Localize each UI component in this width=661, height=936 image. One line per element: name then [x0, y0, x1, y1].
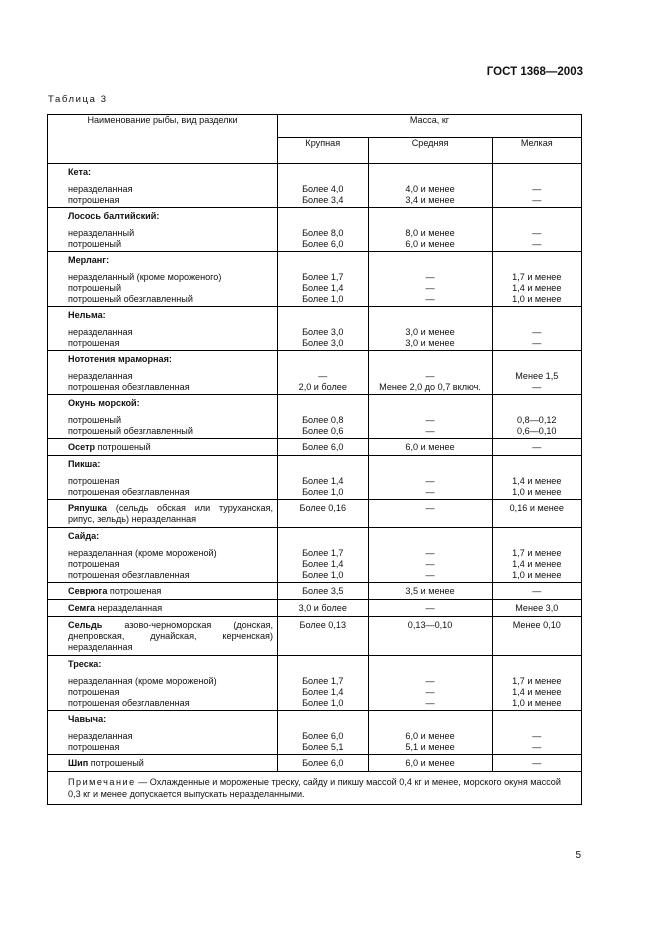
cut-type: потрошеный [68, 239, 122, 249]
mass-large-value: Более 1,4 [302, 476, 344, 486]
cut-type: потрошеная [68, 559, 120, 569]
mass-small-value: 1,0 и менее [512, 294, 562, 304]
mass-small-cell [492, 307, 581, 351]
mass-large-cell: Более 3,5 [278, 583, 369, 600]
mass-large-value: Более 1,7 [302, 272, 344, 282]
mass-medium-cell [368, 307, 492, 351]
mass-large-cell: Более 6,0 [278, 755, 369, 772]
table-row [48, 307, 582, 351]
mass-medium-cell [368, 528, 492, 583]
mass-medium-value: 6,0 и менее [405, 239, 455, 249]
column-header-large: Крупная [278, 138, 369, 164]
mass-small-cell: — [492, 439, 581, 456]
cut-type: потрошеный обезглавленный [68, 426, 193, 436]
mass-small-value: — [532, 228, 542, 238]
table-row [48, 351, 582, 395]
mass-medium-value: — [425, 559, 435, 569]
mass-medium-value: — [425, 476, 435, 486]
mass-large-value: Более 1,7 [302, 676, 344, 686]
mass-small-cell [492, 656, 581, 711]
cut-type: потрошеная обезглавленная [68, 570, 190, 580]
species-name: Севрюга [68, 586, 108, 596]
mass-large-value: Более 6,0 [302, 731, 344, 741]
mass-small-value: — [532, 731, 542, 741]
mass-large-cell [278, 307, 369, 351]
mass-small-cell [492, 252, 581, 307]
mass-large-value: Более 1,4 [302, 559, 344, 569]
mass-medium-value: — [425, 371, 435, 381]
mass-medium-value: 3,0 и менее [405, 327, 455, 337]
cut-type: азово-черноморская (донская, днепровская, дунайская, керченская) неразделанная [68, 620, 273, 652]
mass-medium-cell: 0,13—0,10 [368, 617, 492, 656]
species-name-cell [48, 208, 278, 252]
mass-small-value: — [532, 338, 542, 348]
mass-large-value: Более 1,0 [302, 570, 344, 580]
cut-type: потрошеный обезглавленный [68, 294, 193, 304]
mass-medium-value: 8,0 и менее [405, 228, 455, 238]
cut-type: потрошеная обезглавленная [68, 487, 190, 497]
cut-type: потрошеная [68, 338, 120, 348]
mass-small-cell: — [492, 755, 581, 772]
mass-large-value: Более 0,6 [302, 426, 344, 436]
mass-small-value: 1,0 и менее [512, 698, 562, 708]
table-row [48, 500, 582, 528]
mass-medium-value: — [425, 283, 435, 293]
note-label: Примечание [68, 777, 136, 787]
cut-type: неразделанная (кроме мороженой) [68, 548, 217, 558]
table-note [48, 772, 582, 805]
mass-small-cell: 0,16 и менее [492, 500, 581, 528]
mass-small-value: — [532, 382, 542, 392]
mass-large-value: Более 0,8 [302, 415, 344, 425]
mass-large-value: Более 6,0 [302, 239, 344, 249]
cut-type: потрошеная [107, 586, 162, 596]
species-name-cell [48, 456, 278, 500]
mass-medium-value: — [425, 676, 435, 686]
mass-large-cell [278, 164, 369, 208]
mass-large-cell [278, 528, 369, 583]
mass-large-cell [278, 656, 369, 711]
mass-small-value: — [532, 327, 542, 337]
table-row [48, 528, 582, 583]
mass-small-value: 1,7 и менее [512, 676, 562, 686]
mass-medium-cell [368, 252, 492, 307]
table-row [48, 617, 582, 656]
mass-medium-value: — [425, 426, 435, 436]
mass-small-value: — [532, 184, 542, 194]
species-title: Окунь морской: [68, 398, 140, 408]
mass-small-value: 1,0 и менее [512, 570, 562, 580]
mass-large-cell [278, 252, 369, 307]
mass-small-cell [492, 351, 581, 395]
mass-medium-value: — [425, 548, 435, 558]
mass-large-value: — [318, 371, 328, 381]
table-row [48, 208, 582, 252]
mass-medium-value: 3,0 и менее [405, 338, 455, 348]
species-name-cell [48, 395, 278, 439]
mass-large-value: Более 1,0 [302, 487, 344, 497]
mass-small-value: 0,8—0,12 [517, 415, 557, 425]
mass-medium-value: Менее 2,0 до 0,7 включ. [379, 382, 481, 392]
cut-type: неразделанная [68, 731, 133, 741]
species-title: Пикша: [68, 459, 101, 469]
species-title: Сайда: [68, 531, 100, 541]
mass-large-cell: Более 6,0 [278, 439, 369, 456]
mass-medium-cell: — [368, 600, 492, 617]
mass-large-cell [278, 456, 369, 500]
mass-small-value: 1,0 и менее [512, 487, 562, 497]
species-name-cell [48, 583, 278, 600]
mass-medium-cell [368, 656, 492, 711]
column-header-medium: Средняя [368, 138, 492, 164]
mass-medium-value: — [425, 415, 435, 425]
mass-large-value: Более 3,0 [302, 338, 344, 348]
table-row [48, 252, 582, 307]
cut-type: потрошеная [68, 742, 120, 752]
species-title: Нототения мраморная: [68, 354, 172, 364]
species-name-cell [48, 164, 278, 208]
cut-type: неразделанная [68, 371, 133, 381]
mass-small-value: 1,4 и менее [512, 687, 562, 697]
species-name: Семга [68, 603, 96, 613]
species-name-cell [48, 755, 278, 772]
cut-type: неразделанный (кроме мороженого) [68, 272, 222, 282]
mass-small-cell [492, 395, 581, 439]
table-row [48, 755, 582, 772]
mass-medium-value: — [425, 698, 435, 708]
mass-large-cell: Более 0,13 [278, 617, 369, 656]
mass-large-cell [278, 351, 369, 395]
mass-small-value: — [532, 742, 542, 752]
mass-medium-value: 4,0 и менее [405, 184, 455, 194]
cut-type: потрошеный [88, 758, 144, 768]
mass-medium-cell [368, 711, 492, 755]
species-title: Нельма: [68, 310, 106, 320]
table-row [48, 395, 582, 439]
species-name-cell [48, 617, 278, 656]
mass-small-cell [492, 208, 581, 252]
mass-large-value: Более 1,7 [302, 548, 344, 558]
table-row [48, 711, 582, 755]
mass-small-value: Менее 1,5 [515, 371, 559, 381]
cut-type: потрошеный [68, 415, 122, 425]
species-title: Кета: [68, 167, 92, 177]
mass-small-cell [492, 164, 581, 208]
species-name-cell [48, 500, 278, 528]
table-label: Таблица 3 [48, 94, 108, 105]
species-title: Треска: [68, 659, 102, 669]
species-title: Чавыча: [68, 714, 107, 724]
mass-small-cell: Менее 3,0 [492, 600, 581, 617]
mass-medium-value: 5,1 и менее [405, 742, 455, 752]
mass-small-value: — [532, 195, 542, 205]
column-header-small: Мелкая [492, 138, 581, 164]
mass-large-value: Более 3,4 [302, 195, 344, 205]
mass-small-value: 1,7 и менее [512, 272, 562, 282]
mass-medium-value: — [425, 272, 435, 282]
species-name-cell [48, 528, 278, 583]
species-name-cell [48, 711, 278, 755]
column-header-mass: Масса, кг [278, 115, 582, 138]
cut-type: потрошеная обезглавленная [68, 698, 190, 708]
mass-medium-value: — [425, 687, 435, 697]
mass-small-value: 1,4 и менее [512, 476, 562, 486]
mass-small-cell [492, 711, 581, 755]
page-number: 5 [575, 850, 581, 861]
species-name: Сельдь [68, 620, 103, 630]
cut-type: неразделанная [95, 603, 163, 613]
mass-medium-cell: 6,0 и менее [368, 439, 492, 456]
mass-medium-cell [368, 395, 492, 439]
cut-type: неразделанная [68, 327, 133, 337]
mass-medium-cell [368, 208, 492, 252]
species-name: Шип [68, 758, 89, 768]
column-header-name: Наименование рыбы, вид разделки [48, 115, 278, 164]
species-name-cell [48, 439, 278, 456]
table-row [48, 583, 582, 600]
mass-large-cell: 3,0 и более [278, 600, 369, 617]
cut-type: потрошеный [68, 283, 122, 293]
species-name-cell [48, 351, 278, 395]
mass-large-cell [278, 711, 369, 755]
cut-type: (сельдь обская или туруханская, рипус, зельдь) неразделанная [68, 503, 273, 524]
mass-medium-cell [368, 351, 492, 395]
mass-large-value: Более 5,1 [302, 742, 344, 752]
fish-mass-table [47, 114, 582, 805]
mass-medium-value: — [425, 487, 435, 497]
mass-small-value: 1,4 и менее [512, 283, 562, 293]
species-name-cell [48, 656, 278, 711]
species-name: Осетр [68, 442, 96, 452]
mass-medium-cell: 6,0 и менее [368, 755, 492, 772]
mass-large-value: Более 3,0 [302, 327, 344, 337]
mass-small-value: 1,4 и менее [512, 559, 562, 569]
document-code: ГОСТ 1368—2003 [486, 66, 583, 78]
mass-small-value: — [532, 239, 542, 249]
mass-small-cell: — [492, 583, 581, 600]
table-row [48, 439, 582, 456]
mass-medium-cell [368, 164, 492, 208]
species-title: Мерланг: [68, 255, 110, 265]
mass-large-value: Более 8,0 [302, 228, 344, 238]
mass-medium-cell: 3,5 и менее [368, 583, 492, 600]
mass-medium-value: — [425, 294, 435, 304]
species-name-cell [48, 307, 278, 351]
mass-small-value: 1,7 и менее [512, 548, 562, 558]
species-name-cell [48, 252, 278, 307]
mass-medium-cell: — [368, 500, 492, 528]
note-row [48, 772, 582, 805]
mass-medium-cell [368, 456, 492, 500]
mass-small-cell [492, 528, 581, 583]
mass-medium-value: 3,4 и менее [405, 195, 455, 205]
mass-large-value: Более 1,4 [302, 283, 344, 293]
cut-type: потрошеная обезглавленная [68, 382, 190, 392]
mass-large-value: Более 4,0 [302, 184, 344, 194]
species-title: Лосось балтийский: [68, 211, 160, 221]
cut-type: потрошеная [68, 687, 120, 697]
mass-large-value: 2,0 и более [298, 382, 347, 392]
mass-large-value: Более 1,0 [302, 698, 344, 708]
cut-type: неразделанная [68, 184, 133, 194]
cut-type: потрошеная [68, 195, 120, 205]
mass-large-cell [278, 395, 369, 439]
mass-medium-value: — [425, 570, 435, 580]
table-row [48, 600, 582, 617]
mass-small-cell [492, 456, 581, 500]
cut-type: потрошеная [68, 476, 120, 486]
cut-type: неразделанный [68, 228, 135, 238]
note-text: — Охлажденные и мороженые треску, сайду и пикшу массой 0,4 кг и менее, морского окуня массой 0,3 кг и менее допускается выпускать неразделанными. [68, 777, 561, 799]
table-row [48, 164, 582, 208]
mass-small-cell: Менее 0,10 [492, 617, 581, 656]
table-row [48, 656, 582, 711]
cut-type: потрошеный [95, 442, 151, 452]
species-name: Ряпушка [68, 503, 107, 513]
table-row [48, 456, 582, 500]
mass-medium-value: 6,0 и менее [405, 731, 455, 741]
cut-type: неразделанная (кроме мороженой) [68, 676, 217, 686]
species-name-cell [48, 600, 278, 617]
mass-large-cell [278, 208, 369, 252]
mass-large-cell: Более 0,16 [278, 500, 369, 528]
mass-small-value: 0,6—0,10 [517, 426, 557, 436]
mass-large-value: Более 1,0 [302, 294, 344, 304]
mass-large-value: Более 1,4 [302, 687, 344, 697]
